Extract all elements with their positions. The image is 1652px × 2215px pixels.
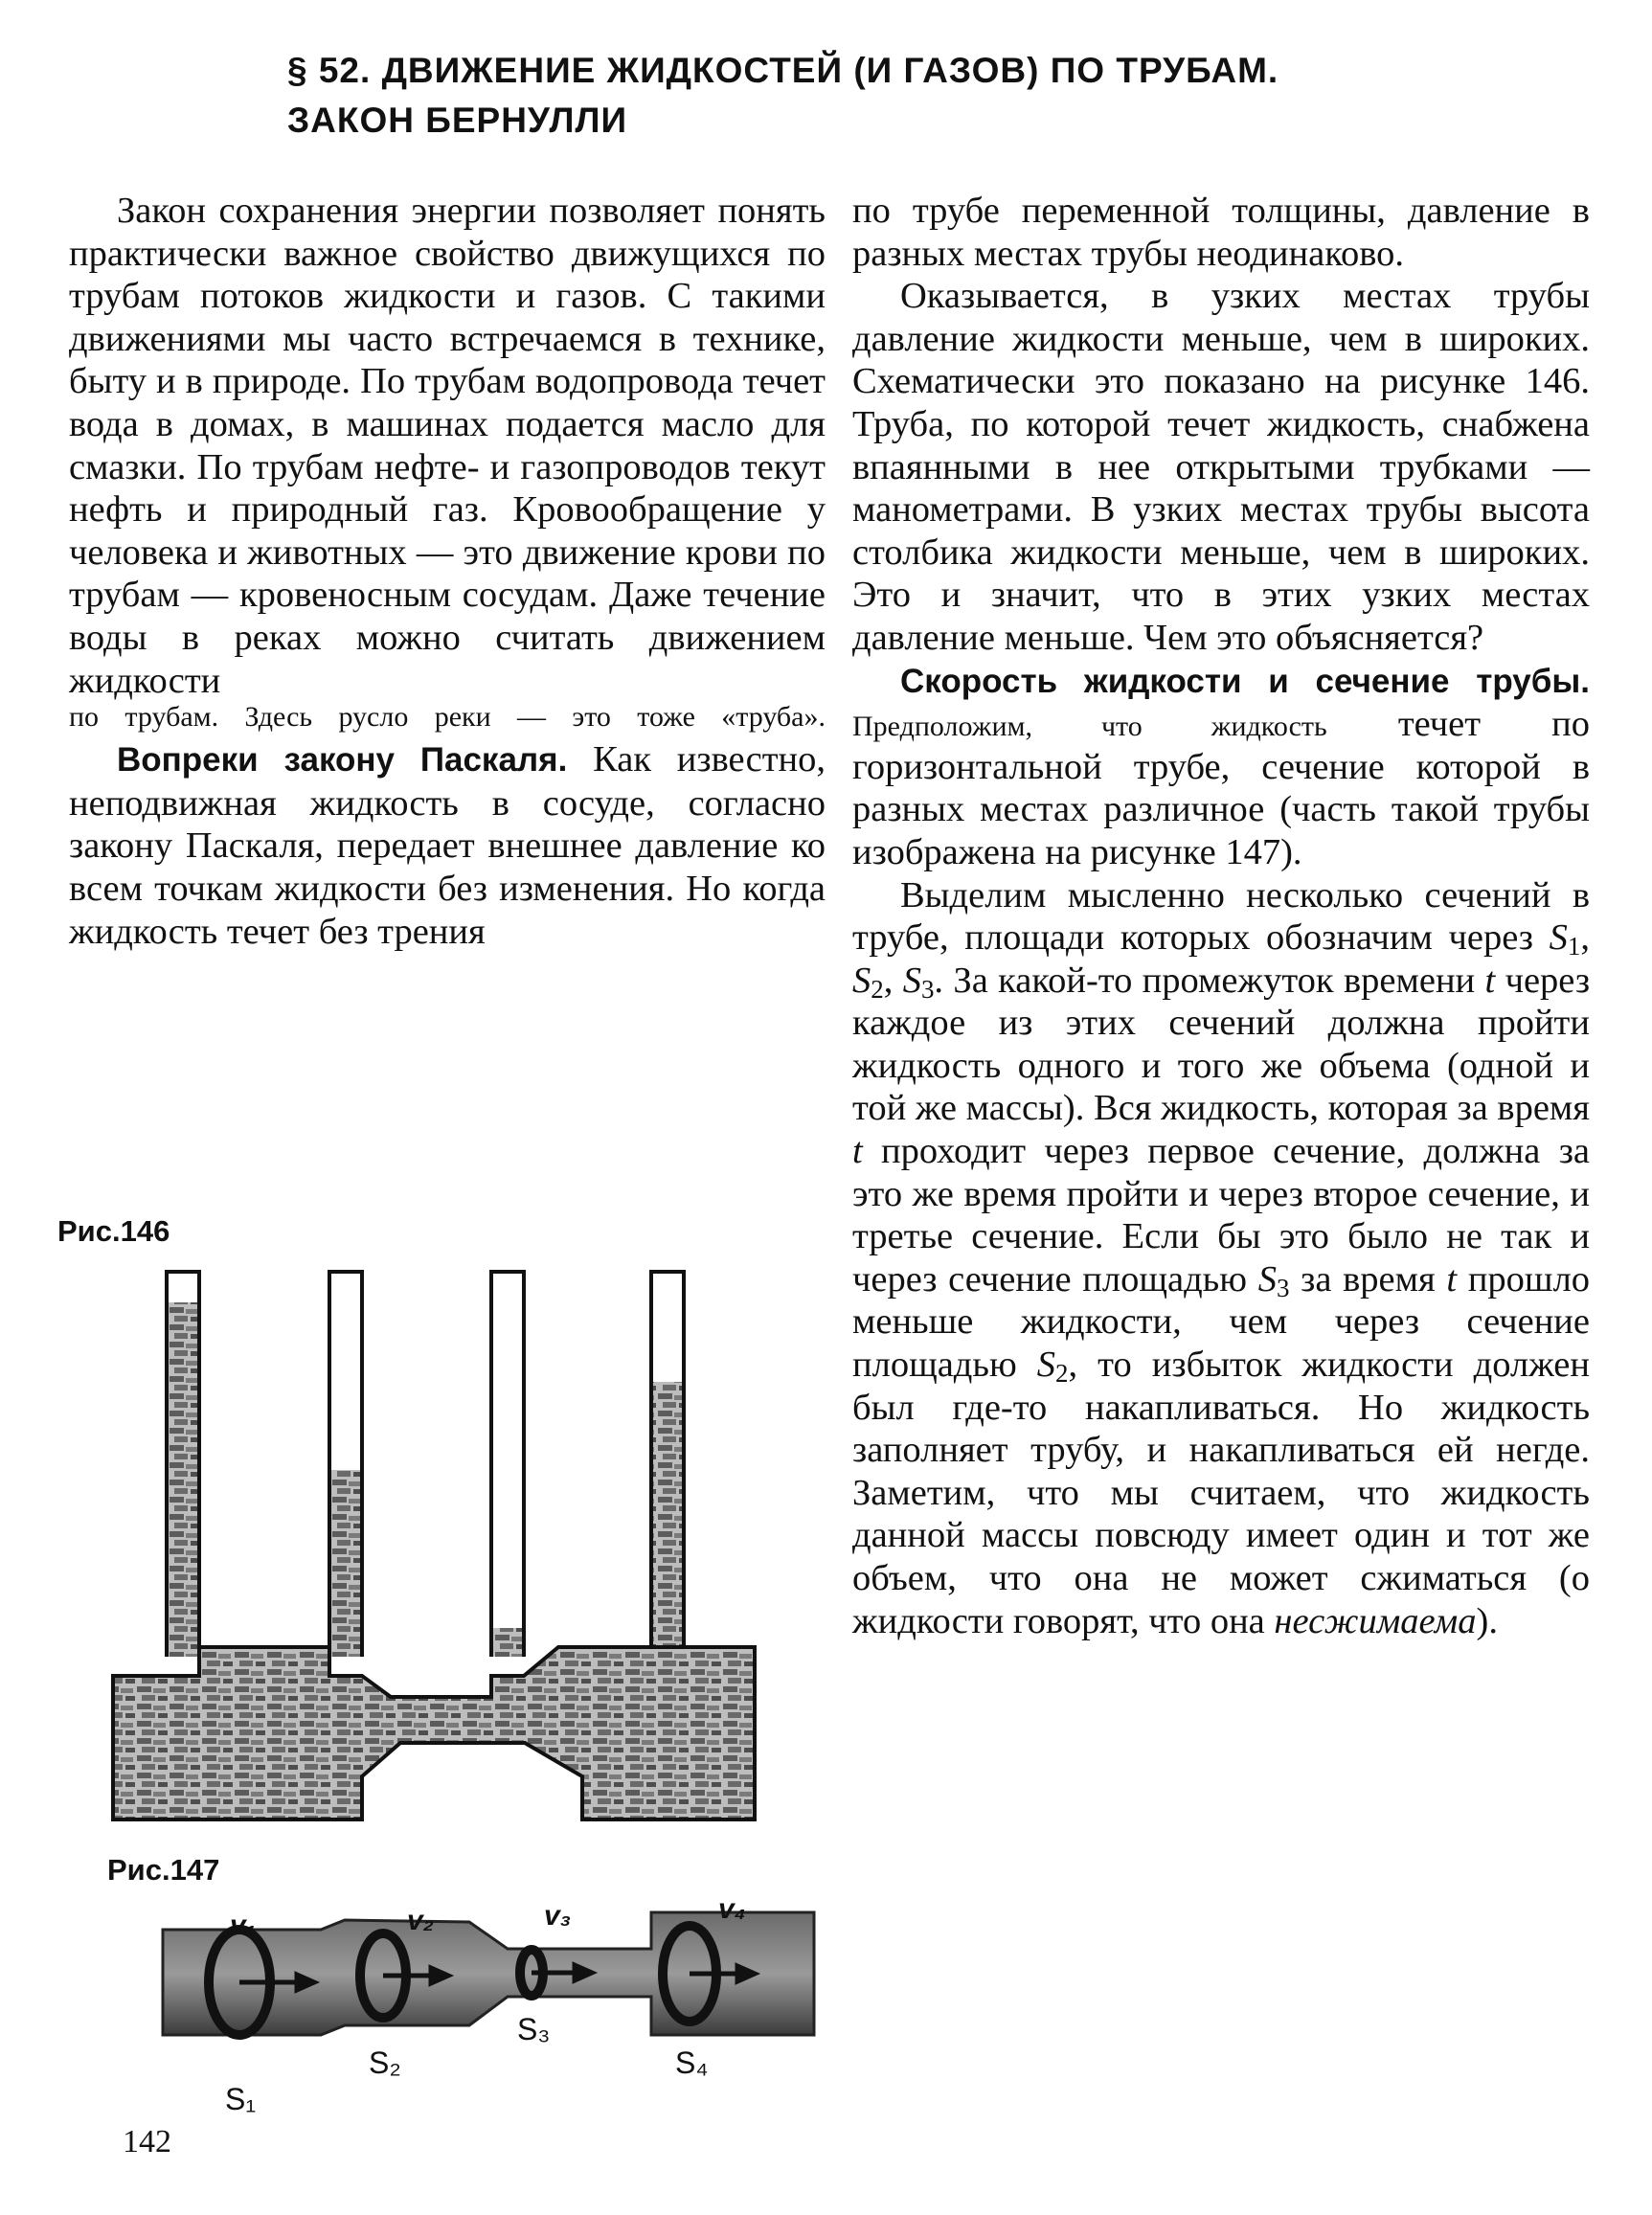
figure-146-caption: Рис.146: [57, 1214, 170, 1248]
pipe-body: [113, 1647, 755, 1819]
figure-147-caption: Рис.147: [107, 1853, 220, 1887]
subscript: 3: [1276, 1273, 1290, 1302]
symbol-s: S: [1257, 1258, 1277, 1300]
section-label-s1: S₁: [225, 2082, 257, 2116]
paragraph-small: по трубам. Здесь русло реки — это тоже «труба».: [69, 701, 826, 734]
velocity-label-v4: v₄: [718, 1893, 746, 1925]
section-label-s3: S₃: [517, 2012, 551, 2046]
paragraph: [852, 660, 1590, 874]
symbol-t: t: [852, 1131, 863, 1172]
paragraph-heading: Скорость жидкости и сечение трубы.: [900, 662, 1590, 700]
paragraph-text: за время: [1301, 1258, 1436, 1300]
symbol-s: S: [902, 960, 921, 1001]
subscript: 2: [871, 974, 884, 1004]
paragraph-text: проходит через первое сечение, должна за это же время пройти и через второе сечение, и третье сечение. Если бы это было не так и через сечение площадью: [852, 1131, 1590, 1300]
paragraph: Выделим мысленно несколько сечений в трубе, площади которых обозначим через $S_1$, $S_2$, $S_3$. За какой-то промежуток времени t через каждое из этих сечений должна пройти жидкость одного и того же объема (одной и той же массы). Вся жидкость, которая за время t проходит через первое сечение, должна за это же время пройти и через второе сечение, и третье сечение. Если бы это было не так и через сечение площадью $S_3$ за время t прошло меньше жидкости, чем через сечение площадью $S_2$, то избыток жидкости должен был где-то накапливаться. Но жидкость заполняет трубу, и накапливаться ей негде. Заметим, что мы считаем, что жидкость данной массы повсюду имеет один и тот же объем, что она не может сжиматься (о жидкости говорят, что она несжимаема).: [852, 874, 1591, 1641]
paragraph-text: ).: [1476, 1600, 1498, 1641]
figure-146: [103, 1254, 793, 1829]
section-title-line1: § 52. ДВИЖЕНИЕ ЖИДКОСТЕЙ (И ГАЗОВ) ПО ТРУБАМ.: [287, 51, 1279, 90]
paragraph: Закон сохранения энергии позволяет понять практически важное свойство движущихся по трубам потоков жидкости и газов. С такими движениями мы часто встречаемся в технике, быту и в природе. По трубам водопровода течет вода в домах, в машинах подается масло для смазки. По трубам нефте- и газопроводов текут нефть и природный газ. Кровообращение у человека и животных — это движение крови по трубам — кровеносным сосудам. Даже течение воды в реках можно считать движением жидкости: [69, 191, 826, 701]
section-title-line2: ЗАКОН БЕРНУЛЛИ: [287, 101, 628, 140]
velocity-label-v2: v₂: [407, 1905, 435, 1936]
paragraph-text: Выделим мысленно несколько сечений в трубе, площади которых обозначим через: [852, 874, 1590, 959]
symbol-t: t: [1484, 960, 1496, 1001]
left-column: [69, 190, 826, 953]
subscript: 2: [1055, 1359, 1069, 1389]
paragraph: Оказывается, в узких местах трубы давление жидкости меньше, чем в широких. Схематически это показано на рисунке 146. Труба, по которой течет жидкость, снабжена впаянными в нее открытыми трубками — манометрами. В узких местах трубы высота столбика жидкости меньше, чем в широких. Это и значит, что в этих узких местах давление меньше. Чем это объясняется?: [852, 276, 1590, 658]
section-label-s2: S₂: [369, 2045, 401, 2080]
symbol-s: S: [852, 960, 871, 1001]
section-title: [287, 46, 1341, 146]
paragraph-text: течет по горизонтальной трубе, сечение которой в разных местах различное (часть такой трубы изображена на рисунке 147).: [852, 704, 1590, 872]
paragraph-heading: Вопреки закону Паскаля.: [117, 741, 568, 780]
velocity-label-v1: v₁: [230, 1910, 257, 1941]
paragraph: [69, 738, 826, 953]
italic-term: несжимаема: [1274, 1600, 1477, 1641]
paragraph-text: Как известно, неподвижная жидкость в сосуде, согласно закону Паскаля, передает внешнее давление ко всем точкам жидкости без изменения. Но когда жидкость течет без трения: [69, 739, 826, 952]
subscript: 1: [1567, 932, 1581, 961]
right-column: [852, 190, 1590, 1642]
paragraph-text: то избыток жидкости должен был где-то накапливаться. Но жидкость заполняет трубу, и накапливаться ей негде. Заметим, что мы считаем, что жидкость данной массы повсюду имеет один и тот же объем, что она не может сжиматься (о жидкости говорят, что она: [852, 1345, 1590, 1641]
paragraph-text: прошло меньше жидкости, чем через сечение площадью: [852, 1258, 1591, 1386]
manometer-tubes: [167, 1272, 684, 1655]
subscript: 3: [920, 974, 935, 1004]
section-label-s4: S₄: [675, 2045, 709, 2080]
paragraph: по трубе переменной толщины, давление в разных местах трубы неодинаково.: [852, 191, 1590, 274]
liquid-columns: [169, 1302, 682, 1657]
paragraph-text: За какой-то промежуток времени: [953, 960, 1476, 1001]
page-number: 142: [123, 2124, 171, 2159]
figure-147: [153, 1891, 843, 2121]
velocity-label-v3: v₃: [544, 1900, 572, 1932]
symbol-t: t: [1446, 1258, 1458, 1300]
symbol-s: S: [1036, 1345, 1056, 1386]
symbol-s: S: [1549, 917, 1568, 959]
paragraph-text: Предположим, что жидкость: [852, 711, 1327, 743]
paragraph-text: через каждое из этих сечений должна пройти жидкость одного и того же объема (одной и той же массы). Вся жидкость, которая за время: [852, 960, 1591, 1129]
